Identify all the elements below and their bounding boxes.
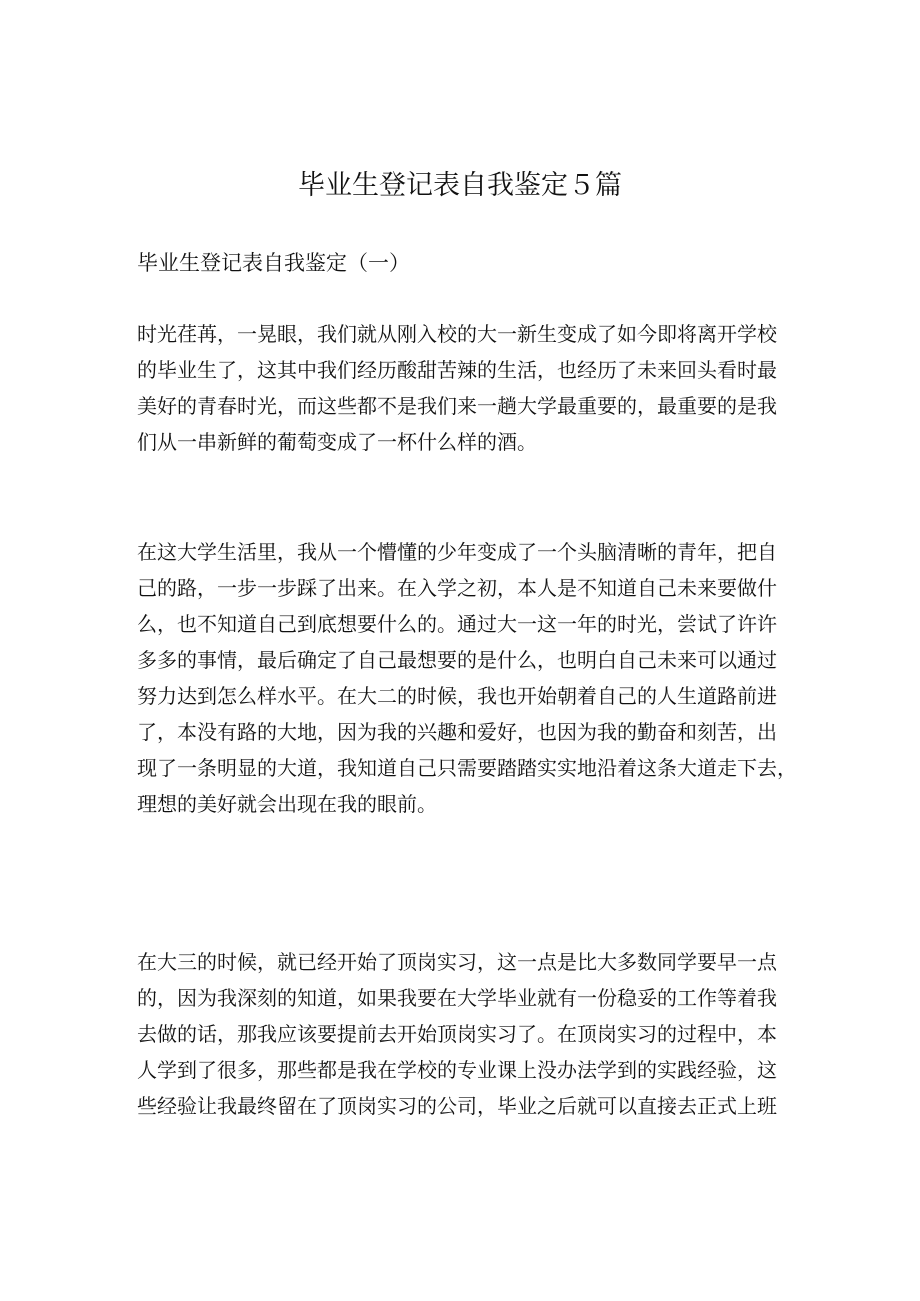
- paragraph-line: 理想的美好就会出现在我的眼前。: [137, 792, 437, 816]
- document-title: 毕业生登记表自我鉴定５篇: [298, 170, 622, 202]
- paragraph-line: 人学到了很多，那些都是我在学校的专业课上没办法学到的实践经验，这: [137, 1058, 777, 1082]
- paragraph-line: 在这大学生活里，我从一个懵懂的少年变成了一个头脑清晰的青年，把自: [137, 540, 777, 564]
- paragraph-line: 努力达到怎么样水平。在大二的时候，我也开始朝着自己的人生道路前进: [137, 684, 777, 708]
- paragraph-line: 现了一条明显的大道，我知道自己只需要踏踏实实地沿着这条大道走下去，: [137, 756, 797, 780]
- paragraph-1: [137, 316, 797, 460]
- paragraph-line: 时光荏苒，一晃眼，我们就从刚入校的大一新生变成了如今即将离开学校: [137, 322, 777, 346]
- paragraph-3: [137, 944, 797, 1124]
- paragraph-2: [137, 534, 797, 822]
- paragraph-line: 么，也不知道自己到底想要什么的。通过大一这一年的时光，尝试了许许: [137, 612, 777, 636]
- paragraph-line: 的毕业生了，这其中我们经历酸甜苦辣的生活，也经历了未来回头看时最: [137, 358, 777, 382]
- paragraph-line: 去做的话，那我应该要提前去开始顶岗实习了。在顶岗实习的过程中，本: [137, 1022, 777, 1046]
- paragraph-line: 的，因为我深刻的知道，如果我要在大学毕业就有一份稳妥的工作等着我: [137, 986, 777, 1010]
- paragraph-line: 己的路，一步一步踩了出来。在入学之初，本人是不知道自己未来要做什: [137, 576, 777, 600]
- paragraph-line: 了，本没有路的大地，因为我的兴趣和爱好，也因为我的勤奋和刻苦，出: [137, 720, 777, 744]
- paragraph-line: 美好的青春时光，而这些都不是我们来一趟大学最重要的，最重要的是我: [137, 394, 777, 418]
- paragraph-line: 在大三的时候，就已经开始了顶岗实习，这一点是比大多数同学要早一点: [137, 950, 777, 974]
- section-heading: 毕业生登记表自我鉴定（一）: [137, 251, 410, 275]
- paragraph-line: 们从一串新鲜的葡萄变成了一杯什么样的酒。: [137, 430, 537, 454]
- paragraph-line: 些经验让我最终留在了顶岗实习的公司，毕业之后就可以直接去正式上班: [137, 1094, 777, 1118]
- paragraph-line: 多多的事情，最后确定了自己最想要的是什么，也明白自己未来可以通过: [137, 648, 777, 672]
